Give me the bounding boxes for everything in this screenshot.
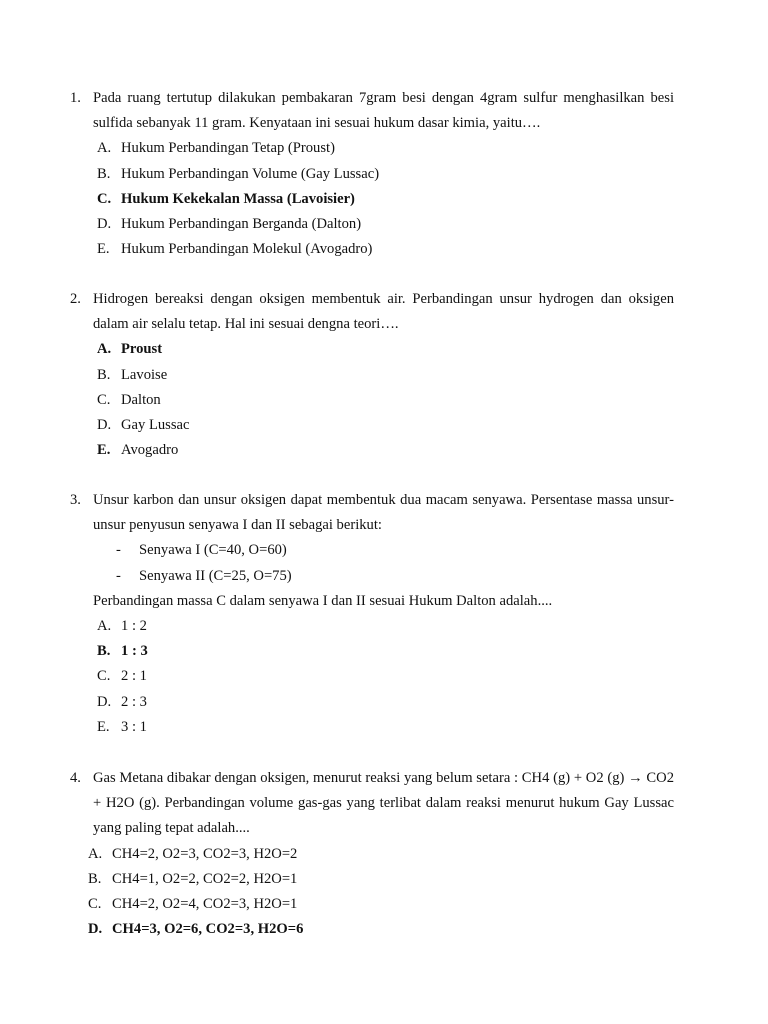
option-c (70, 892, 674, 917)
option-text: Hukum Perbandingan Volume (Gay Lussac) (121, 165, 380, 182)
option-letter: D. (88, 921, 103, 938)
option-letter: A. (97, 140, 112, 157)
question-followup: Perbandingan massa C dalam senyawa I dan II sesuai Hukum Dalton adalah.... (93, 592, 553, 609)
option-d (70, 690, 674, 715)
option-text: CH4=3, O2=6, CO2=3, H2O=6 (112, 921, 304, 938)
question-number: 3. (70, 492, 81, 508)
option-text: Proust (121, 341, 163, 358)
option-a (70, 614, 674, 639)
answer-options (70, 614, 674, 740)
question-3 (70, 488, 674, 740)
answer-options (70, 842, 674, 943)
question-text: Pada ruang tertutup dilakukan pembakaran 7gram besi dengan 4gram sulfur menghasilkan besi sulfida sebanyak 11 gram. Kenyataan ini sesuai hukum dasar kimia, yaitu…. (93, 90, 674, 132)
option-text: CH4=2, O2=4, CO2=3, H2O=1 (112, 895, 298, 912)
option-text: 1 : 2 (121, 617, 147, 634)
answer-options (70, 337, 674, 463)
option-text: CH4=1, O2=2, CO2=2, H2O=1 (112, 870, 298, 887)
option-letter: B. (88, 870, 102, 887)
option-d-correct (70, 917, 674, 942)
option-c-correct (70, 187, 674, 212)
option-d (70, 212, 674, 237)
option-text: 2 : 1 (121, 668, 147, 685)
question-text: Hidrogen bereaksi dengan oksigen membentuk air. Perbandingan unsur hydrogen dan oksigen dalam air selalu tetap. Hal ini sesuai dengna teori…. (93, 291, 674, 333)
option-text: Lavoise (121, 366, 168, 383)
question-2 (70, 287, 674, 463)
option-letter: C. (88, 895, 102, 912)
option-letter: D. (97, 215, 112, 232)
option-a (70, 136, 674, 161)
option-letter: E. (97, 718, 110, 735)
option-b (70, 363, 674, 388)
option-letter: D. (97, 416, 112, 433)
option-c (70, 664, 674, 689)
bullet-item (70, 564, 674, 589)
option-a-correct (70, 337, 674, 362)
question-number: 4. (70, 770, 81, 786)
option-letter: E. (97, 241, 110, 258)
option-letter: C. (97, 391, 111, 408)
option-text: Dalton (121, 391, 161, 408)
option-letter: A. (97, 617, 112, 634)
bullet-dash: - (116, 567, 121, 584)
option-letter: C. (97, 668, 111, 685)
option-text: Hukum Kekekalan Massa (Lavoisier) (121, 190, 355, 207)
option-a (70, 842, 674, 867)
option-letter: A. (88, 845, 103, 862)
question-stem (70, 86, 674, 136)
option-letter: C. (97, 190, 112, 207)
question-stem (70, 766, 674, 842)
question-4 (70, 766, 674, 942)
bullet-text: Senyawa II (C=25, O=75) (139, 567, 292, 584)
question-text: Unsur karbon dan unsur oksigen dapat membentuk dua macam senyawa. Persentase massa unsur-unsur penyusun senyawa I dan II sebagai berikut: (93, 492, 674, 534)
option-b-correct (70, 639, 674, 664)
bullet-item (70, 538, 674, 563)
question-stem (70, 287, 674, 337)
bullet-text: Senyawa I (C=40, O=60) (139, 542, 287, 559)
option-letter: B. (97, 165, 111, 182)
question-text: Gas Metana dibakar dengan oksigen, menurut reaksi yang belum setara : CH4 (g) + O2 (g) → CO2 + H2O (g). Perbandingan volume gas-gas yang terlibat dalam reaksi menurut hukum Gay Lussac yang paling tepat adalah.... (93, 770, 674, 837)
question-number: 2. (70, 291, 81, 307)
question-number: 1. (70, 90, 81, 106)
option-e (70, 715, 674, 740)
answer-options (70, 136, 674, 262)
option-text: Gay Lussac (121, 416, 190, 433)
option-letter: B. (97, 643, 111, 660)
option-text: Avogadro (121, 442, 179, 459)
option-c (70, 388, 674, 413)
option-text: 3 : 1 (121, 718, 147, 735)
option-text: Hukum Perbandingan Molekul (Avogadro) (121, 241, 373, 258)
option-text: Hukum Perbandingan Tetap (Proust) (121, 140, 335, 157)
option-letter: D. (97, 693, 112, 710)
option-letter: A. (97, 341, 112, 358)
option-letter: B. (97, 366, 111, 383)
option-letter: E. (97, 442, 111, 459)
option-text: 2 : 3 (121, 693, 147, 710)
option-b (70, 867, 674, 892)
bullet-dash: - (116, 542, 121, 559)
option-text: CH4=2, O2=3, CO2=3, H2O=2 (112, 845, 298, 862)
option-e (70, 237, 674, 262)
option-text: 1 : 3 (121, 643, 148, 660)
question-stem (70, 488, 674, 538)
option-e (70, 438, 674, 463)
option-b (70, 162, 674, 187)
option-text: Hukum Perbandingan Berganda (Dalton) (121, 215, 362, 232)
question-1 (70, 86, 674, 262)
option-d (70, 413, 674, 438)
